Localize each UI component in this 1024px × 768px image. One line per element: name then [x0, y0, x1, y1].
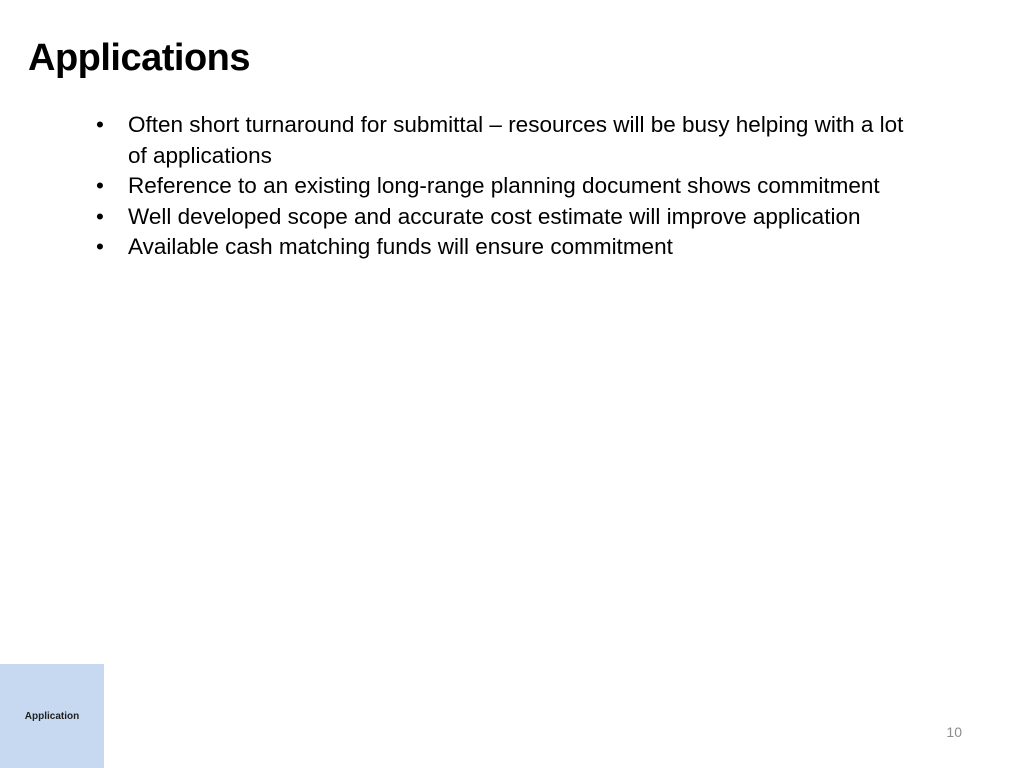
- bullet-item-4: [96, 232, 916, 263]
- page-number: 10: [946, 724, 962, 740]
- section-tab-label: Application: [24, 710, 80, 722]
- bullet-item-3: [96, 202, 916, 233]
- bullet-marker: •: [96, 173, 104, 198]
- bullet-text-2: Reference to an existing long-range planning document shows commitment: [128, 173, 880, 198]
- bullet-marker: •: [96, 234, 104, 259]
- bullet-text-1: Often short turnaround for submittal – resources will be busy helping with a lot of applications: [128, 112, 904, 168]
- bullet-list: [96, 110, 916, 263]
- slide-title: Applications: [28, 37, 251, 79]
- section-tab: [0, 664, 104, 768]
- bullet-marker: •: [96, 203, 104, 229]
- bullet-text-3: Well developed scope and accurate cost estimate will improve application: [128, 203, 861, 229]
- bullet-item-1: [96, 110, 916, 171]
- bullet-text-4: Available cash matching funds will ensure commitment: [128, 234, 673, 259]
- bullet-marker: •: [96, 112, 104, 137]
- bullet-item-2: [96, 171, 916, 202]
